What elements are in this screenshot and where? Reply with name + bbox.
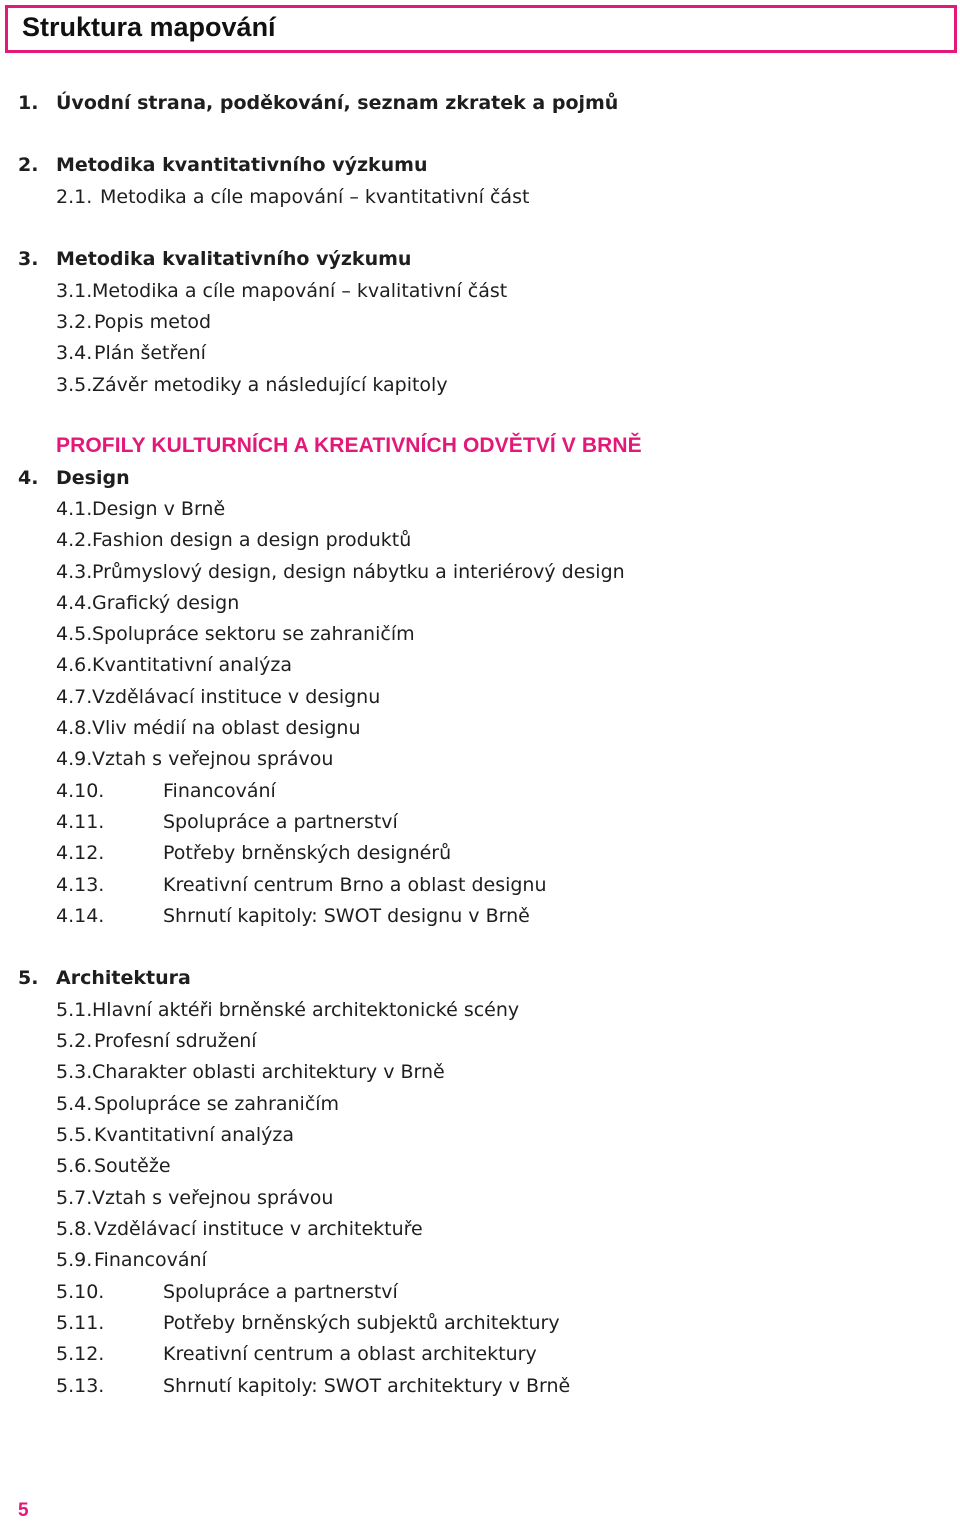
toc-label: Soutěže: [94, 1155, 171, 1177]
toc-label: Spolupráce a partnerství: [163, 811, 398, 833]
toc-label: Architektura: [56, 967, 191, 989]
toc-label: Fashion design a design produktů: [92, 529, 412, 551]
toc-number: 5.2.: [56, 1030, 93, 1052]
toc-label: Vztah s veřejnou správou: [92, 1187, 334, 1209]
toc-number: 5.9.: [56, 1249, 93, 1271]
toc-number: 5.5.: [56, 1124, 93, 1146]
toc-number: 3.5.: [56, 374, 93, 396]
toc-number: 5.: [18, 967, 39, 989]
toc-label: Spolupráce se zahraničím: [94, 1093, 340, 1115]
toc-label: Potřeby brněnských subjektů architektury: [163, 1312, 560, 1334]
toc-number: 4.8.: [56, 717, 93, 739]
toc-number: 5.6.: [56, 1155, 93, 1177]
toc-number: 5.7.: [56, 1187, 93, 1209]
toc-number: 5.1.: [56, 999, 93, 1021]
toc-number: 4.12.: [56, 842, 105, 864]
toc-label: Průmyslový design, design nábytku a interiérový design: [92, 561, 625, 583]
toc-label: Metodika kvantitativního výzkumu: [56, 154, 428, 176]
toc-label: Shrnutí kapitoly: SWOT designu v Brně: [163, 905, 530, 927]
page-title: Struktura mapování: [22, 12, 276, 42]
toc-number: 4.5.: [56, 623, 93, 645]
toc-label: Metodika a cíle mapování – kvalitativní část: [92, 280, 508, 302]
toc-label: Plán šetření: [94, 342, 206, 364]
toc-label: Grafický design: [92, 592, 240, 614]
toc-number: 5.11.: [56, 1312, 105, 1334]
section-header: PROFILY KULTURNÍCH A KREATIVNÍCH ODVĚTVÍ V BRNĚ: [56, 434, 642, 457]
toc-number: 1.: [18, 92, 39, 114]
toc-number: 5.8.: [56, 1218, 93, 1240]
toc-label: Design: [56, 467, 130, 489]
toc-label: Financování: [94, 1249, 207, 1271]
toc-label: Spolupráce a partnerství: [163, 1281, 398, 1303]
toc-number: 4.3.: [56, 561, 93, 583]
title-box: [5, 5, 957, 53]
toc-number: 4.14.: [56, 905, 105, 927]
toc-number: 5.3.: [56, 1061, 93, 1083]
toc-number: 4.: [18, 467, 39, 489]
toc-number: 4.11.: [56, 811, 105, 833]
toc-label: Vzdělávací instituce v architektuře: [94, 1218, 423, 1240]
toc-label: Spolupráce sektoru se zahraničím: [92, 623, 415, 645]
toc-number: 3.1.: [56, 280, 93, 302]
toc-number: 5.12.: [56, 1343, 105, 1365]
toc-number: 3.4.: [56, 342, 93, 364]
toc-label: Metodika kvalitativního výzkumu: [56, 248, 412, 270]
toc-label: Financování: [163, 780, 276, 802]
toc-label: Vzdělávací instituce v designu: [92, 686, 381, 708]
toc-number: 2.: [18, 154, 39, 176]
toc-label: Potřeby brněnských designérů: [163, 842, 452, 864]
toc-label: Metodika a cíle mapování – kvantitativní část: [100, 186, 530, 208]
page-number: 5: [18, 1500, 29, 1521]
toc-label: Úvodní strana, poděkování, seznam zkratek a pojmů: [56, 92, 619, 114]
toc-number: 4.2.: [56, 529, 93, 551]
toc-number: 4.6.: [56, 654, 93, 676]
toc-number: 4.9.: [56, 748, 93, 770]
toc-number: 4.1.: [56, 498, 93, 520]
toc-label: Design v Brně: [92, 498, 226, 520]
toc-number: 4.7.: [56, 686, 93, 708]
toc-label: Vliv médií na oblast designu: [92, 717, 361, 739]
toc-label: Kvantitativní analýza: [94, 1124, 295, 1146]
toc-label: Shrnutí kapitoly: SWOT architektury v Brně: [163, 1375, 571, 1397]
toc-number: 4.10.: [56, 780, 105, 802]
toc-number: 5.4.: [56, 1093, 93, 1115]
toc-label: Profesní sdružení: [94, 1030, 257, 1052]
toc-label: Kreativní centrum a oblast architektury: [163, 1343, 537, 1365]
toc-label: Kvantitativní analýza: [92, 654, 293, 676]
toc-label: Vztah s veřejnou správou: [92, 748, 334, 770]
toc-number: 5.13.: [56, 1375, 105, 1397]
toc-number: 4.13.: [56, 874, 105, 896]
toc-label: Závěr metodiky a následující kapitoly: [92, 374, 448, 396]
toc-label: Popis metod: [94, 311, 212, 333]
toc-number: 4.4.: [56, 592, 93, 614]
toc-number: 2.1.: [56, 186, 93, 208]
toc-number: 3.2.: [56, 311, 93, 333]
toc-number: 3.: [18, 248, 39, 270]
toc-label: Charakter oblasti architektury v Brně: [92, 1061, 445, 1083]
toc-label: Hlavní aktéři brněnské architektonické scény: [92, 999, 520, 1021]
toc-number: 5.10.: [56, 1281, 105, 1303]
toc-label: Kreativní centrum Brno a oblast designu: [163, 874, 547, 896]
